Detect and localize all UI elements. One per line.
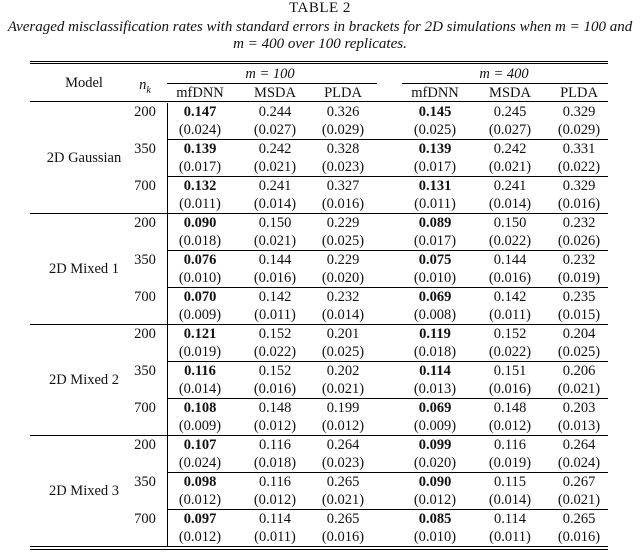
se-cell: (0.009) <box>178 418 222 434</box>
se-cell: (0.021) <box>557 492 601 508</box>
value-cell: 0.232 <box>562 215 596 231</box>
value-cell: 0.232 <box>562 252 596 268</box>
value-cell: 0.114 <box>493 511 527 527</box>
nk-value: 350 <box>134 474 156 490</box>
col-header-plda-1: PLDA <box>324 85 362 101</box>
value-cell: 0.085 <box>418 511 452 527</box>
value-cell: 0.202 <box>326 363 360 379</box>
nk-value: 350 <box>134 252 156 268</box>
se-cell: (0.024) <box>178 122 222 138</box>
value-cell: 0.204 <box>562 326 596 342</box>
value-cell: 0.116 <box>258 437 292 453</box>
nk-value: 200 <box>134 437 156 453</box>
col-header-msda-1: MSDA <box>254 85 296 101</box>
nk-value: 200 <box>134 215 156 231</box>
value-cell: 0.267 <box>562 474 596 490</box>
value-cell: 0.090 <box>183 215 217 231</box>
se-cell: (0.011) <box>179 196 221 212</box>
se-cell: (0.019) <box>557 270 601 286</box>
se-cell: (0.011) <box>489 307 531 323</box>
top-rule-1 <box>30 61 608 62</box>
header-nk: $n_k$ <box>139 77 151 96</box>
se-cell: (0.009) <box>178 307 222 323</box>
se-cell: (0.012) <box>321 418 365 434</box>
se-cell: (0.014) <box>178 381 222 397</box>
se-cell: (0.011) <box>489 529 531 545</box>
se-cell: (0.023) <box>321 159 365 175</box>
value-cell: 0.114 <box>258 511 292 527</box>
se-cell: (0.016) <box>557 529 601 545</box>
header-rule <box>30 101 608 102</box>
value-cell: 0.131 <box>418 178 452 194</box>
se-cell: (0.025) <box>413 122 457 138</box>
se-cell: (0.022) <box>488 344 532 360</box>
se-cell: (0.014) <box>488 196 532 212</box>
header-model: Model <box>65 75 103 91</box>
value-cell: 0.245 <box>493 104 527 120</box>
se-cell: (0.016) <box>321 196 365 212</box>
se-cell: (0.025) <box>557 344 601 360</box>
nk-value: 350 <box>134 363 156 379</box>
se-cell: (0.020) <box>413 455 457 471</box>
model-label: 2D Mixed 1 <box>48 261 120 277</box>
se-cell: (0.022) <box>488 233 532 249</box>
se-cell: (0.025) <box>321 233 365 249</box>
nk-value: 700 <box>134 178 156 194</box>
value-cell: 0.148 <box>258 400 292 416</box>
value-cell: 0.144 <box>493 252 527 268</box>
value-cell: 0.132 <box>183 178 217 194</box>
se-cell: (0.027) <box>253 122 297 138</box>
se-cell: (0.012) <box>253 492 297 508</box>
caption-line-1: Averaged misclassification rates with standard errors in brackets for 2D simulations when m = 100 and <box>7 19 633 35</box>
value-cell: 0.075 <box>418 252 452 268</box>
value-cell: 0.116 <box>493 437 527 453</box>
se-cell: (0.013) <box>413 381 457 397</box>
header-group-m400: m = 400 <box>479 66 529 82</box>
se-cell: (0.016) <box>253 381 297 397</box>
value-cell: 0.206 <box>562 363 596 379</box>
value-cell: 0.116 <box>184 363 216 379</box>
value-cell: 0.089 <box>418 215 452 231</box>
model-label: 2D Mixed 2 <box>48 372 120 388</box>
value-cell: 0.099 <box>418 437 452 453</box>
model-label: 2D Mixed 3 <box>48 483 120 499</box>
se-cell: (0.008) <box>413 307 457 323</box>
value-cell: 0.139 <box>418 141 452 157</box>
se-cell: (0.024) <box>557 455 601 471</box>
se-cell: (0.014) <box>488 492 532 508</box>
se-cell: (0.017) <box>413 159 457 175</box>
bottom-rule-1 <box>30 546 608 547</box>
se-cell: (0.018) <box>253 455 297 471</box>
nk-value: 700 <box>134 400 156 416</box>
value-cell: 0.329 <box>562 104 596 120</box>
se-cell: (0.024) <box>178 455 222 471</box>
nk-value: 350 <box>134 141 156 157</box>
se-cell: (0.017) <box>413 233 457 249</box>
value-cell: 0.326 <box>326 104 360 120</box>
value-cell: 0.148 <box>493 400 527 416</box>
model-label: 2D Gaussian <box>46 150 122 166</box>
value-cell: 0.229 <box>326 215 360 231</box>
value-cell: 0.229 <box>326 252 360 268</box>
value-cell: 0.121 <box>183 326 217 342</box>
value-cell: 0.070 <box>183 289 217 305</box>
se-cell: (0.010) <box>413 270 457 286</box>
se-cell: (0.027) <box>488 122 532 138</box>
value-cell: 0.107 <box>183 437 217 453</box>
col-header-plda-2: PLDA <box>560 85 598 101</box>
value-cell: 0.235 <box>562 289 596 305</box>
se-cell: (0.021) <box>488 159 532 175</box>
value-cell: 0.115 <box>493 474 527 490</box>
se-cell: (0.016) <box>557 196 601 212</box>
se-cell: (0.011) <box>254 529 296 545</box>
se-cell: (0.029) <box>557 122 601 138</box>
se-cell: (0.018) <box>413 344 457 360</box>
value-cell: 0.069 <box>418 400 452 416</box>
caption-line-2: m = 400 over 100 replicates. <box>233 36 407 52</box>
se-cell: (0.019) <box>488 455 532 471</box>
value-cell: 0.069 <box>418 289 452 305</box>
se-cell: (0.012) <box>253 418 297 434</box>
value-cell: 0.119 <box>419 326 451 342</box>
col-header-msda-2: MSDA <box>489 85 531 101</box>
value-cell: 0.199 <box>326 400 360 416</box>
value-cell: 0.203 <box>562 400 596 416</box>
nk-value: 200 <box>134 326 156 342</box>
value-cell: 0.232 <box>326 289 360 305</box>
se-cell: (0.029) <box>321 122 365 138</box>
value-cell: 0.152 <box>493 326 527 342</box>
value-cell: 0.098 <box>183 474 217 490</box>
value-cell: 0.331 <box>562 141 596 157</box>
value-cell: 0.242 <box>258 141 292 157</box>
se-cell: (0.017) <box>178 159 222 175</box>
se-cell: (0.012) <box>178 529 222 545</box>
se-cell: (0.022) <box>253 344 297 360</box>
se-cell: (0.021) <box>321 381 365 397</box>
se-cell: (0.013) <box>557 418 601 434</box>
se-cell: (0.016) <box>488 270 532 286</box>
se-cell: (0.016) <box>321 529 365 545</box>
se-cell: (0.016) <box>253 270 297 286</box>
value-cell: 0.144 <box>258 252 292 268</box>
value-cell: 0.142 <box>258 289 292 305</box>
value-cell: 0.142 <box>493 289 527 305</box>
value-cell: 0.152 <box>258 326 292 342</box>
table-label: TABLE 2 <box>289 0 351 16</box>
value-cell: 0.150 <box>258 215 292 231</box>
top-rule-2 <box>30 63 608 64</box>
value-cell: 0.264 <box>326 437 360 453</box>
value-cell: 0.328 <box>326 141 360 157</box>
value-cell: 0.244 <box>258 104 292 120</box>
value-cell: 0.242 <box>493 141 527 157</box>
value-cell: 0.097 <box>183 511 217 527</box>
se-cell: (0.021) <box>557 381 601 397</box>
value-cell: 0.264 <box>562 437 596 453</box>
se-cell: (0.022) <box>557 159 601 175</box>
se-cell: (0.012) <box>178 492 222 508</box>
nk-value: 200 <box>134 104 156 120</box>
value-cell: 0.327 <box>326 178 360 194</box>
se-cell: (0.010) <box>413 529 457 545</box>
se-cell: (0.014) <box>253 196 297 212</box>
se-cell: (0.026) <box>557 233 601 249</box>
se-cell: (0.009) <box>413 418 457 434</box>
se-cell: (0.012) <box>413 492 457 508</box>
se-cell: (0.025) <box>321 344 365 360</box>
value-cell: 0.329 <box>562 178 596 194</box>
se-cell: (0.016) <box>488 381 532 397</box>
value-cell: 0.201 <box>326 326 360 342</box>
value-cell: 0.265 <box>562 511 596 527</box>
se-cell: (0.020) <box>321 270 365 286</box>
col-header-mfdnn-2: mfDNN <box>411 85 459 101</box>
se-cell: (0.023) <box>321 455 365 471</box>
value-cell: 0.090 <box>418 474 452 490</box>
se-cell: (0.019) <box>178 344 222 360</box>
value-cell: 0.114 <box>419 363 451 379</box>
se-cell: (0.021) <box>253 159 297 175</box>
nk-value: 700 <box>134 511 156 527</box>
se-cell: (0.010) <box>178 270 222 286</box>
se-cell: (0.021) <box>253 233 297 249</box>
value-cell: 0.152 <box>258 363 292 379</box>
se-cell: (0.012) <box>488 418 532 434</box>
value-cell: 0.265 <box>326 511 360 527</box>
se-cell: (0.011) <box>414 196 456 212</box>
value-cell: 0.150 <box>493 215 527 231</box>
value-cell: 0.116 <box>258 474 292 490</box>
header-group-m100: m = 100 <box>245 66 295 82</box>
se-cell: (0.011) <box>254 307 296 323</box>
nk-value: 700 <box>134 289 156 305</box>
col-header-mfdnn-1: mfDNN <box>176 85 224 101</box>
bottom-rule-2 <box>30 549 608 550</box>
value-cell: 0.147 <box>183 104 217 120</box>
se-cell: (0.021) <box>321 492 365 508</box>
value-cell: 0.265 <box>326 474 360 490</box>
se-cell: (0.018) <box>178 233 222 249</box>
value-cell: 0.139 <box>183 141 217 157</box>
se-cell: (0.014) <box>321 307 365 323</box>
se-cell: (0.015) <box>557 307 601 323</box>
value-cell: 0.151 <box>493 363 527 379</box>
value-cell: 0.241 <box>258 178 292 194</box>
value-cell: 0.108 <box>183 400 217 416</box>
value-cell: 0.076 <box>183 252 217 268</box>
value-cell: 0.241 <box>493 178 527 194</box>
value-cell: 0.145 <box>418 104 452 120</box>
